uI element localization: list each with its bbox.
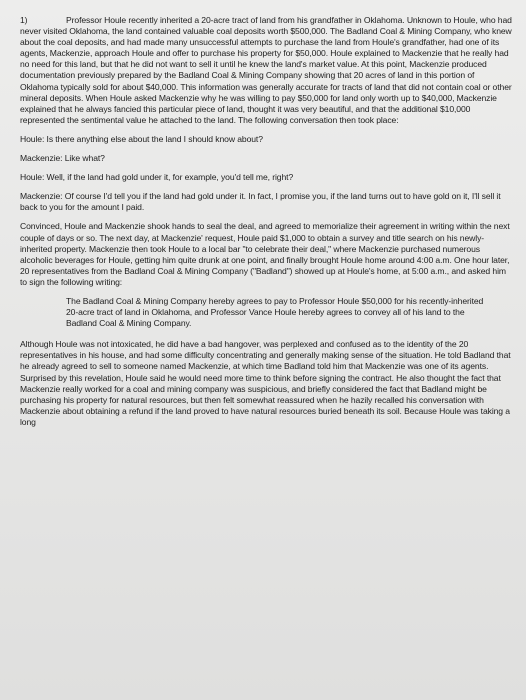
question-number: 1) [20,15,28,25]
dialogue-line-mackenzie-1: Mackenzie: Like what? [20,153,105,164]
agreement-paragraph: Convinced, Houle and Mackenzie shook hands to seal the deal, and agreed to memorialize their agreement in writing within the next couple of days or so. The next day, at Mackenzie' request, Houle paid $1,000 to obtain a survey and title search on his newly-inherited property. Mackenzie then took Houle to a local bar "to celebrate their deal," where Mackenzie purchased numerous alcoholic beverages for Houle, getting him quite drunk at one point, and finally brought Houle home around 4:00 a.m. One hour later, 20 representatives from the Badland Coal & Mining Company ("Badland") showed up at Houle's home, at 5:00 a.m., and asked him to sign the following writing: [20,221,510,287]
dialogue-line-mackenzie-2: Mackenzie: Of course I'd tell you if the land had gold under it. In fact, I promise you, if the land turns out to have gold on it, I'll sell it back to you for the amount I paid. [20,191,501,213]
dialogue-line-houle-1: Houle: Is there anything else about the land I should know about? [20,133,263,144]
intro-text: Professor Houle recently inherited a 20-acre tract of land from his grandfather in Oklahoma. Unknown to Houle, who had never visited Oklahoma, the land contained valuable coal deposits worth $500,000. The Badland Coal & Mining Company, who knew about the coal deposits, and had made many unsuccessful attempts to purchase the land from Houle's grandfather, had one of its agents, Mackenzie, approach Houle and offer to purchase his property for $50,000. Houle explained to Mackenzie that he really had no need for this land, but that he did not want to sell it until he knew the land's market value. At this point, Mackenzie produced documentation previously prepared by the Badland Coal & Mining Company showing that 20 acres of land in this portion of Oklahoma typically sold for about $40,000. This information was generally accurate for tracts of land that did not contain coal or other mineral deposits. When Houle asked Mackenzie why he was willing to pay $50,000 for land only worth up to $40,000, Mackenzie explained that he always fancied this particular piece of land, thought it was very beautiful, and that the additional $10,000 represented the sentimental value he attached to the land. The following conversation then took place: [20,15,512,125]
aftermath-paragraph: Although Houle was not intoxicated, he did have a bad hangover, was perplexed and confused as to the identity of the 20 representatives in his house, and had some difficulty concentrating and generally making sense of the situation. He told Badland that he already agreed to sell to someone named Mackenzie, at which time Badland told him that Mackenzie was one of its agents. Surprised by this revelation, Houle said he would need more time to think before signing the contract. He also thought the fact that Mackenzie really worked for a coal and mining company was suspicious, and briefly considered the fact that Badland might be purchasing his property for natural resources, but then felt somewhat reassured when he hazily recalled his conversation with Mackenzie about obtaining a refund if the land proved to have natural resources buried beneath its soil. Because Houle was taking a long [20,339,511,427]
dialogue-line-houle-2: Houle: Well, if the land had gold under it, for example, you'd tell me, right? [20,172,294,183]
contract-quote: The Badland Coal & Mining Company hereby agrees to pay to Professor Houle $50,000 for his recently-inherited 20-acre tract of land in Oklahoma, and Professor Vance Houle hereby agrees to convey all of his land to the Badland Coal & Mining Company. [66,295,484,329]
intro-paragraph [20,15,512,126]
